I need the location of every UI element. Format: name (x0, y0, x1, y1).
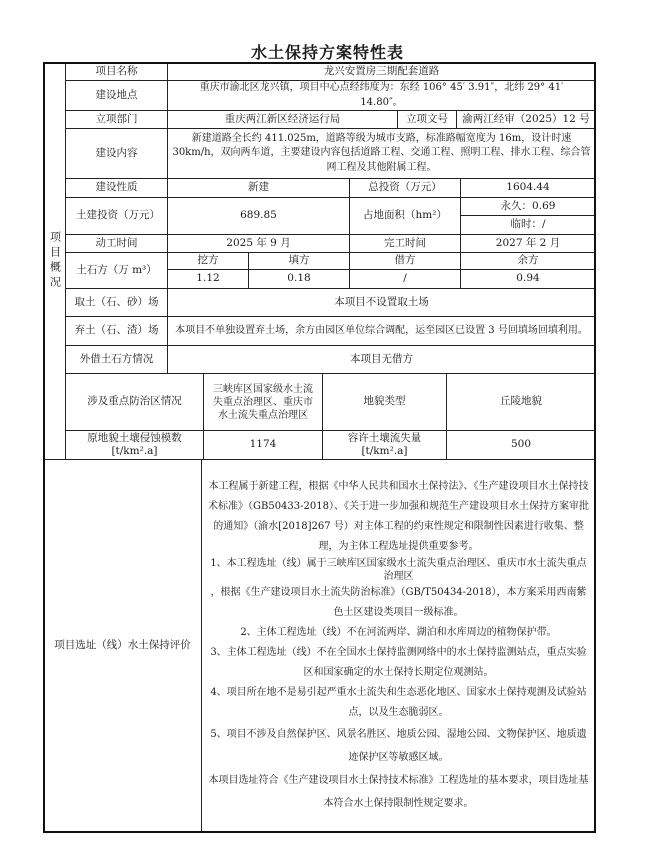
key-zone-label: 涉及重点防治区情况 (65, 373, 204, 431)
allowable-loss-value: 500 (446, 430, 596, 460)
land-area-permanent: 永久：0.69 (460, 197, 596, 216)
spoil-site-value: 本项目不单独设置弃土场，余方由园区单位综合调配，运至园区已设置 3 号回填场回填利用。 (167, 316, 596, 346)
department-value: 重庆两江新区经济运行局 (167, 110, 398, 129)
evaluation-paragraph-4: 4、项目所在地不是易引起严重水土流失和生态恶化地区、国家水土保持观测及试验站点，以及生态脆弱区。 (210, 687, 587, 718)
land-area-temporary: 临时：/ (460, 215, 596, 235)
location-value: 重庆市渝北区龙兴镇，项目中心点经纬度为：东经 106° 45′ 3.91″，北纬 29° 41′ 14.80″。 (167, 80, 596, 111)
section-overview-label: 项目概况 (43, 62, 66, 460)
land-area-label: 占地面积（hm²） (349, 197, 461, 235)
earthwork-value-fill: 0.18 (248, 269, 350, 289)
evaluation-paragraph-2: 2、主体工程选址（线）不在河流两岸、湖泊和水库周边的植物保护带。 (240, 627, 557, 638)
erosion-modulus-value: 1174 (203, 430, 323, 460)
total-investment-value: 1604.44 (460, 178, 596, 198)
evaluation-paragraph-5: 5、项目不涉及自然保护区、风景名胜区、地质公园、湿地公园、文物保护区、地质遗迹保护区等敏感区域。 (210, 729, 587, 763)
approval-doc-label: 立项文号 (397, 110, 457, 129)
borrow-site-label: 取土（石、砂）场 (65, 288, 168, 317)
total-investment-label: 总投资（万元） (349, 178, 461, 198)
evaluation-label: 项目选址（线）水土保持评价 (43, 459, 202, 833)
earthwork-header-excavation: 挖方 (167, 252, 249, 270)
evaluation-paragraph-1: 1、本工程选址（线）属于三峡库区国家级水土流失重点治理区、重庆市水土流失重点治理区 (210, 558, 587, 582)
project-name-value: 龙兴安置房三期配套道路 (167, 62, 596, 81)
key-zone-value: 三峡库区国家级水土流失重点治理区、重庆市水土流失重点治理区 (203, 373, 323, 431)
evaluation-paragraph-intro: 本工程属于新建工程，根据《中华人民共和国水土保持法》、《生产建设项目水土保持技术标准》（GB50433-2018）、《关于进一步加强和规范生产建设项目水土保持方案审批的通知》（渝水[2018]267 号）对主体工程的约束性规定和限制性因素进行收集、整理，为主体工程选址提供重要参考。 (208, 481, 589, 552)
earthwork-value-excavation: 1.12 (167, 269, 249, 289)
earthwork-value-surplus: 0.94 (460, 269, 596, 289)
department-label: 立项部门 (65, 110, 168, 129)
content-value: 新建道路全长约 411.025m，道路等级为城市支路，标准路幅宽度为 16m，设计时速 30km/h，双向两车道，主要建设内容包括道路工程、交通工程、照明工程、排水工程、综合管网工程及其他附属工程。 (167, 128, 596, 179)
civil-investment-label: 土建投资（万元） (65, 197, 168, 235)
evaluation-paragraph-3: 3、主体工程选址（线）不在全国水土保持监测网络中的水土保持监测站点，重点实验区和国家确定的水土保持长期定位观测站。 (210, 647, 587, 678)
end-time-value: 2027 年 2 月 (460, 234, 596, 253)
allowable-loss-label: 容许土壤流失量 [t/km².a] (322, 430, 447, 460)
nature-label: 建设性质 (65, 178, 168, 198)
earthwork-header-surplus: 余方 (460, 252, 596, 270)
content-label: 建设内容 (65, 128, 168, 179)
external-borrow-value: 本项目无借方 (167, 345, 596, 374)
project-name-label: 项目名称 (65, 62, 168, 81)
erosion-modulus-label: 原地貌土壤侵蚀模数 [t/km².a] (65, 430, 204, 460)
start-time-label: 动工时间 (65, 234, 168, 253)
external-borrow-label: 外借土石方情况 (65, 345, 168, 374)
civil-investment-value: 689.85 (167, 197, 350, 235)
end-time-label: 完工时间 (349, 234, 461, 253)
approval-doc-value: 渝两江经审（2025）12 号 (456, 110, 596, 129)
start-time-value: 2025 年 9 月 (167, 234, 350, 253)
landform-label: 地貌类型 (322, 373, 447, 431)
location-label: 建设地点 (65, 80, 168, 111)
earthwork-value-borrow: / (349, 269, 461, 289)
earthwork-header-fill: 填方 (248, 252, 350, 270)
landform-value: 丘陵地貌 (446, 373, 596, 431)
page-title: 水土保持方案特性表 (250, 43, 404, 62)
earthwork-label: 土石方（万 m³） (65, 252, 168, 289)
spoil-site-label: 弃土（石、渣）场 (65, 316, 168, 346)
borrow-site-value: 本项目不设置取土场 (167, 288, 596, 317)
earthwork-header-borrow: 借方 (349, 252, 461, 270)
evaluation-content (201, 459, 596, 833)
nature-value: 新建 (167, 178, 350, 198)
evaluation-conclusion: 本项目选址符合《生产建设项目水土保持技术标准》工程选址的基本要求，项目选址基本符合水土保持限制性规定要求。 (208, 775, 589, 809)
evaluation-paragraph-1b: ，根据《生产建设项目水土流失防治标准》（GB/T50434-2018），本方案采用西南紫色土区建设类项目一级标准。 (210, 587, 587, 618)
